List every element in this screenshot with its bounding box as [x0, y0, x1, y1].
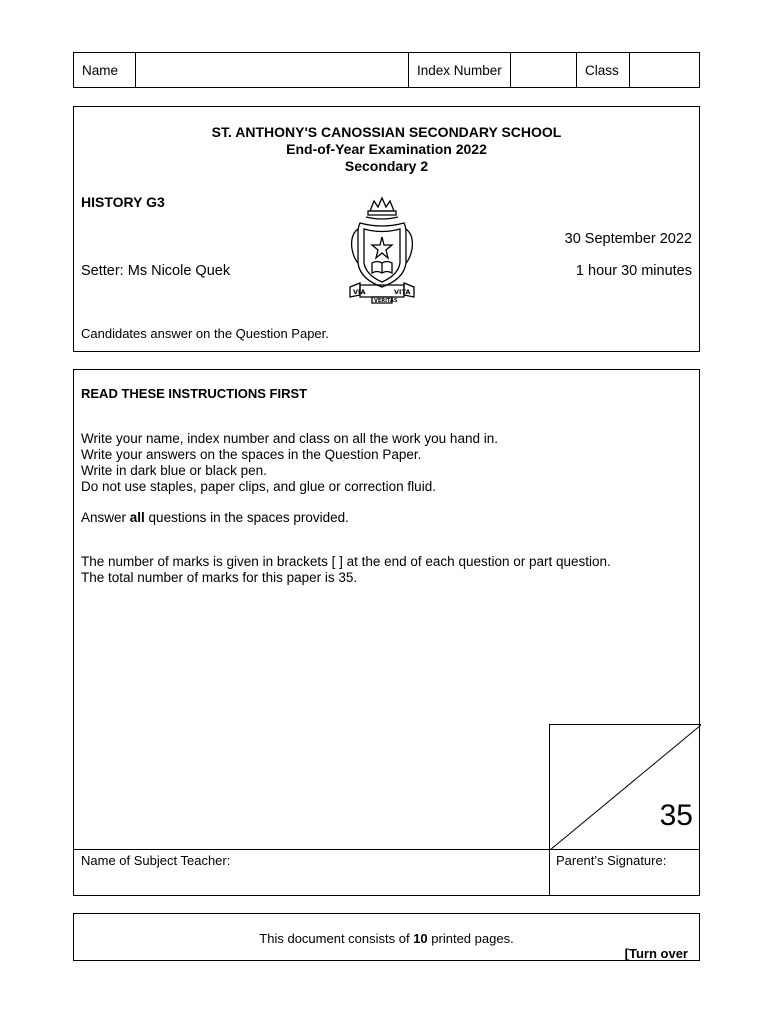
- instructions-heading: READ THESE INSTRUCTIONS FIRST: [81, 386, 308, 401]
- instructions-panel: [73, 369, 700, 896]
- marks-instruction-1: The number of marks is given in brackets [ ] at the end of each question or part question.: [81, 554, 611, 569]
- candidate-details-table: [73, 52, 700, 88]
- page-count-number: 10: [413, 931, 428, 946]
- subject-teacher-field[interactable]: [80, 872, 542, 894]
- index-number-field[interactable]: [511, 53, 577, 87]
- total-marks-box: [549, 724, 701, 850]
- turn-over: [Turn over: [624, 946, 688, 961]
- parent-signature-field[interactable]: [555, 872, 695, 894]
- setter: Setter: Ms Nicole Quek: [81, 263, 231, 279]
- answer-post: questions in the spaces provided.: [144, 510, 349, 525]
- subject: HISTORY G3: [81, 194, 165, 210]
- class-field[interactable]: [630, 53, 699, 87]
- answer-bold: all: [129, 510, 145, 525]
- answer-instruction: [81, 510, 349, 526]
- instruction-line: Write your name, index number and class on all the work you hand in.: [81, 431, 498, 446]
- marks-instruction-2: The total number of marks for this paper is 35.: [81, 570, 358, 585]
- page-count-pre: This document consists of: [259, 931, 414, 946]
- page-count: [74, 931, 699, 946]
- subject-teacher-label: Name of Subject Teacher:: [81, 853, 231, 868]
- school-name: ST. ANTHONY'S CANOSSIAN SECONDARY SCHOOL: [211, 124, 562, 140]
- instruction-line: Write your answers on the spaces in the Question Paper.: [81, 447, 422, 462]
- exam-header: [73, 106, 700, 352]
- signature-row: [74, 849, 699, 896]
- answer-pre: Answer: [81, 510, 130, 525]
- total-marks: 35: [659, 799, 693, 832]
- level: Secondary 2: [344, 158, 429, 174]
- name-field[interactable]: [136, 53, 409, 87]
- index-number-label: Index Number: [409, 53, 511, 87]
- page-count-post: printed pages.: [427, 931, 514, 946]
- parent-signature-label: Parent’s Signature:: [556, 853, 667, 868]
- school-crest-icon: [346, 193, 418, 305]
- name-label: Name: [74, 53, 136, 87]
- crest-banner-right: VITA: [394, 288, 411, 296]
- duration: 1 hour 30 minutes: [575, 263, 692, 279]
- exam-title: End-of-Year Examination 2022: [286, 141, 487, 157]
- instruction-line: Do not use staples, paper clips, and glue or correction fluid.: [81, 479, 436, 494]
- crest-banner-mid: VERITAS: [374, 298, 398, 304]
- instruction-line: Write in dark blue or black pen.: [81, 463, 267, 478]
- candidate-note: Candidates answer on the Question Paper.: [81, 326, 329, 341]
- exam-date: 30 September 2022: [564, 231, 692, 247]
- crest-banner-left: VIA: [353, 288, 366, 296]
- footer: [73, 913, 700, 961]
- class-label: Class: [577, 53, 630, 87]
